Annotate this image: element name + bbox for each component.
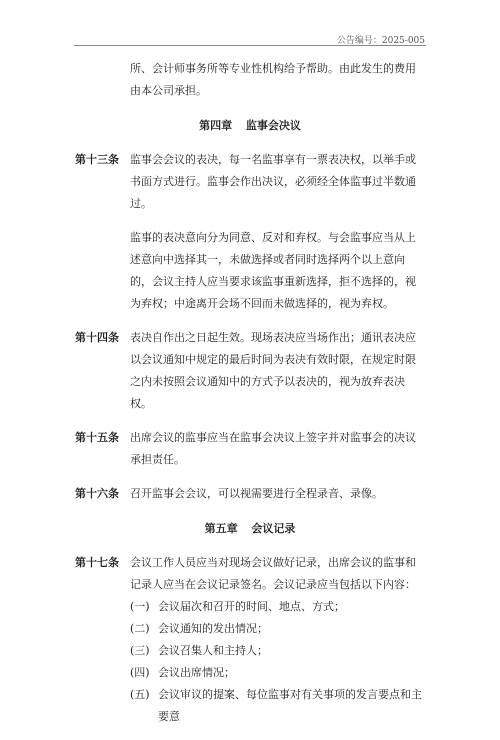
list-text: 会议通知的发出情况； — [158, 622, 268, 635]
article-number: 第十四条 — [75, 331, 119, 344]
list-marker: (一) — [130, 600, 150, 613]
list-marker: (四) — [130, 666, 150, 679]
chapter-title: 监事会决议 — [245, 119, 301, 132]
list-item — [130, 640, 425, 662]
list-item — [130, 618, 425, 640]
chapter-heading-4 — [75, 115, 425, 137]
list-marker: (三) — [130, 644, 150, 657]
article-body — [130, 149, 425, 315]
chapter-number: 第四章 — [199, 119, 233, 132]
article-15 — [75, 427, 425, 471]
article-number: 第十五条 — [75, 431, 119, 444]
list-text: 会议召集人和主持人； — [158, 644, 268, 657]
article-number: 第十三条 — [75, 153, 119, 166]
document-body — [75, 58, 425, 740]
article-paragraph: 表决自作出之日起生效。现场表决应当场作出；通讯表决应以会议通知中规定的最后时间为表决有效时限，在规定时限之内未按照会议通知中的方式予以表决的，视为放弃表决权。 — [130, 331, 416, 410]
article-paragraph: 会议工作人员应当对现场会议做好记录，出席会议的监事和记录人应当在会议记录签名。会议记录应当包括以下内容： — [130, 556, 416, 591]
continued-paragraph: 所、会计师事务所等专业性机构给予帮助。由此发生的费用由本公司承担。 — [130, 62, 416, 97]
article-paragraph: 出席会议的监事应当在监事会决议上签字并对监事会的决议承担责任。 — [130, 431, 416, 466]
chapter-number: 第五章 — [204, 522, 238, 535]
article-14 — [75, 327, 425, 415]
article-paragraph: 监事的表决意向分为同意、反对和弃权。与会监事应当从上述意向中选择其一，未做选择或者同时选择两个以上意向的，会议主持人应当要求该监事重新选择，拒不选择的，视为弃权；中途离开会场不回而未做选择的，视为弃权。 — [130, 231, 416, 310]
chapter-title: 会议记录 — [251, 522, 296, 535]
article-number: 第十六条 — [75, 487, 119, 500]
header-divider — [74, 45, 426, 46]
article-number: 第十七条 — [75, 556, 119, 569]
list-marker: (二) — [130, 622, 150, 635]
list-item — [130, 662, 425, 684]
chapter-heading-5 — [75, 518, 425, 540]
list-item — [130, 684, 425, 728]
article-16 — [75, 483, 425, 505]
article-paragraph: 监事会会议的表决，每一名监事享有一票表决权，以举手或书面方式进行。监事会作出决议，必须经全体监事过半数通过。 — [130, 153, 416, 210]
list-text: 会议审议的提案、每位监事对有关事项的发言要点和主要意 — [158, 688, 422, 723]
list-item — [130, 596, 425, 618]
article-paragraph: 召开监事会会议，可以视需要进行全程录音、录像。 — [130, 487, 383, 500]
list-marker: (五) — [130, 688, 150, 701]
announcement-number: 公告编号：2025-005 — [336, 36, 425, 46]
article-17 — [75, 552, 425, 728]
article-13 — [75, 149, 425, 315]
list-text: 会议出席情况； — [158, 666, 235, 679]
list-text: 会议届次和召开的时间、地点、方式； — [158, 600, 345, 613]
article-body — [130, 552, 425, 728]
